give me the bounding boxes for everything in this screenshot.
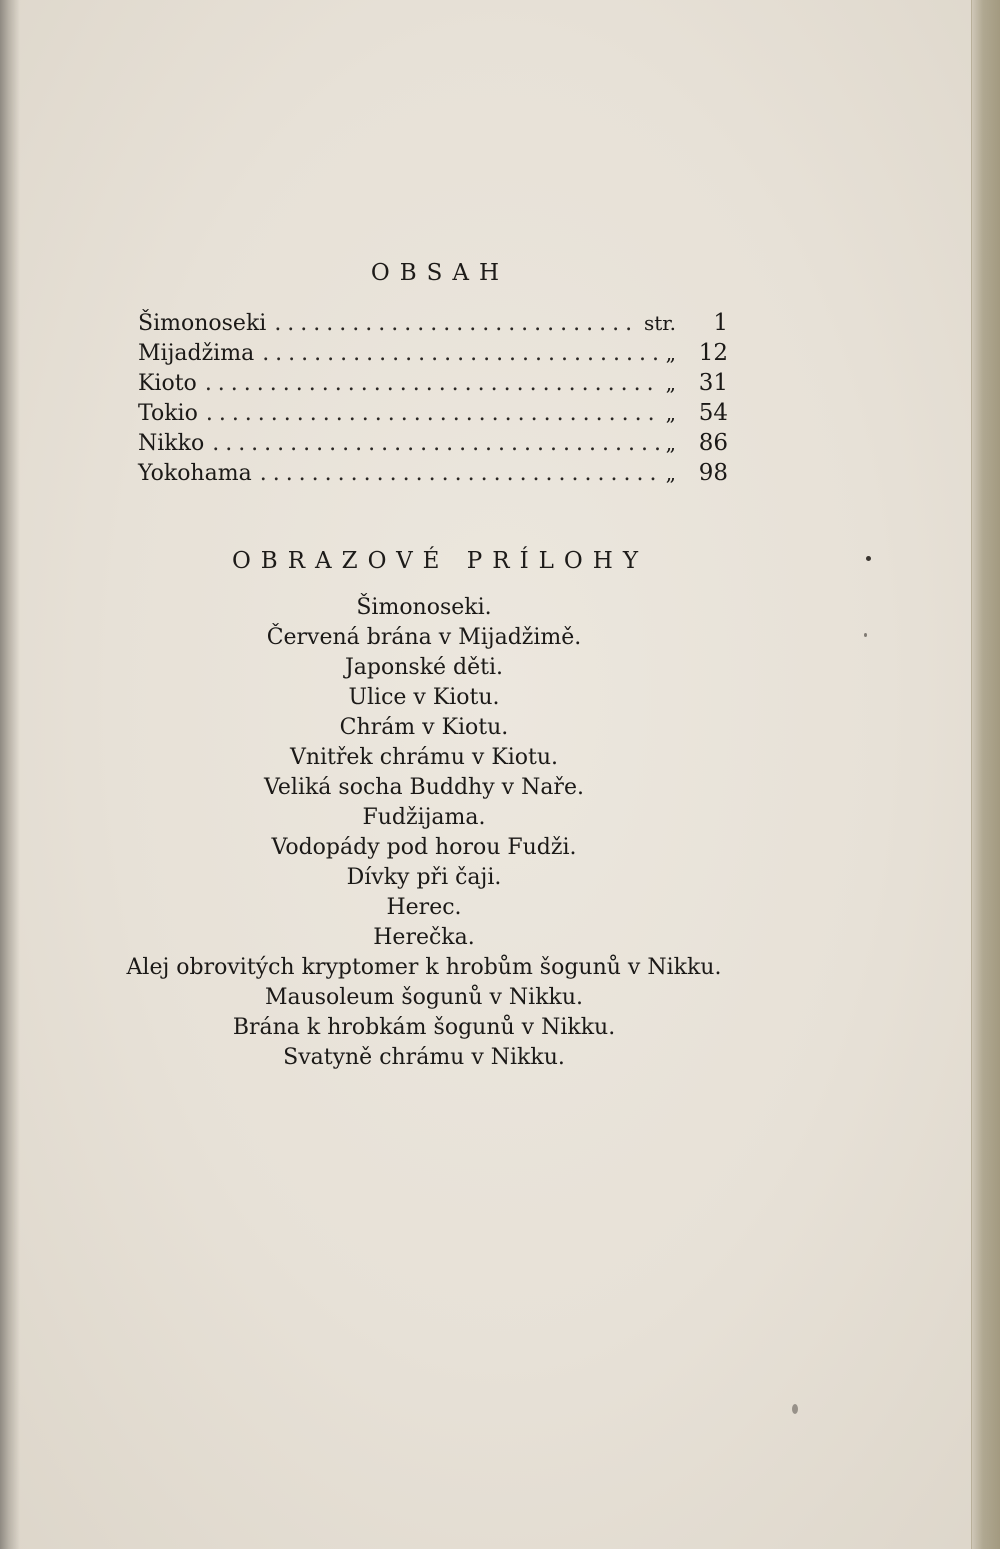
toc-dot-leader (212, 431, 659, 456)
toc-entry (138, 400, 728, 430)
toc-dot-leader (262, 341, 659, 366)
illustration-item: Japonské děti. (344, 655, 504, 680)
illustration-item: Alej obrovitých kryptomer k hrobům šogunů v Nikku. (126, 955, 722, 980)
toc-entry (138, 310, 728, 340)
toc-page-prefix: „ (665, 371, 676, 395)
book-edge (971, 0, 1000, 1549)
toc-page-number: 54 (698, 400, 728, 426)
toc-page-prefix: „ (665, 461, 676, 485)
toc-entry-title: Šimonoseki (138, 311, 267, 336)
paper-spot (792, 1404, 798, 1414)
illustration-item: Vodopády pod horou Fudži. (271, 835, 577, 860)
toc-entry-title: Nikko (138, 431, 205, 456)
toc-page-prefix: „ (665, 401, 676, 425)
illustration-item: Dívky při čaji. (346, 865, 502, 890)
toc-entry-title: Kioto (138, 371, 197, 396)
illustration-item: Chrám v Kiotu. (339, 715, 509, 740)
toc-dot-leader (260, 461, 660, 486)
toc-entry (138, 370, 728, 400)
toc-page-number: 12 (698, 340, 728, 366)
toc-page-prefix: „ (665, 431, 676, 455)
toc-page-number: 31 (698, 370, 728, 396)
toc-entry (138, 460, 728, 490)
illustration-item: Herec. (386, 895, 462, 920)
toc-page-number: 86 (698, 430, 728, 456)
illustration-item: Mausoleum šogunů v Nikku. (264, 985, 584, 1010)
toc-entry-title: Tokio (138, 401, 198, 426)
illustration-item: Veliká socha Buddhy v Naře. (264, 775, 584, 800)
paper-spot (864, 633, 867, 637)
illustration-item: Vnitřek chrámu v Kiotu. (289, 745, 559, 770)
contents-heading: OBSAH (370, 260, 510, 286)
toc-page-prefix: str. (643, 311, 676, 335)
illustration-item: Herečka. (373, 925, 475, 950)
illustrations-heading: OBRAZOVÉ PRÍLOHY (231, 548, 649, 574)
toc-page-number: 1 (713, 310, 728, 336)
toc-dot-leader (206, 401, 660, 426)
toc-page-prefix: „ (665, 341, 676, 365)
illustration-item: Červená brána v Mijadžimě. (266, 625, 582, 650)
table-of-contents (138, 310, 728, 490)
toc-dot-leader (205, 371, 660, 396)
toc-page-number: 98 (698, 460, 728, 486)
toc-entry-title: Mijadžima (138, 341, 255, 366)
illustration-item: Ulice v Kiotu. (348, 685, 500, 710)
illustrations-list (0, 593, 848, 1073)
illustration-item: Svatyně chrámu v Nikku. (283, 1045, 565, 1070)
toc-entry (138, 340, 728, 370)
toc-entry-title: Yokohama (138, 461, 252, 486)
illustration-item: Šimonoseki. (356, 595, 492, 620)
illustration-item: Fudžijama. (362, 805, 486, 830)
toc-dot-leader (274, 311, 638, 336)
toc-entry (138, 430, 728, 460)
illustration-item: Brána k hrobkám šogunů v Nikku. (232, 1015, 616, 1040)
